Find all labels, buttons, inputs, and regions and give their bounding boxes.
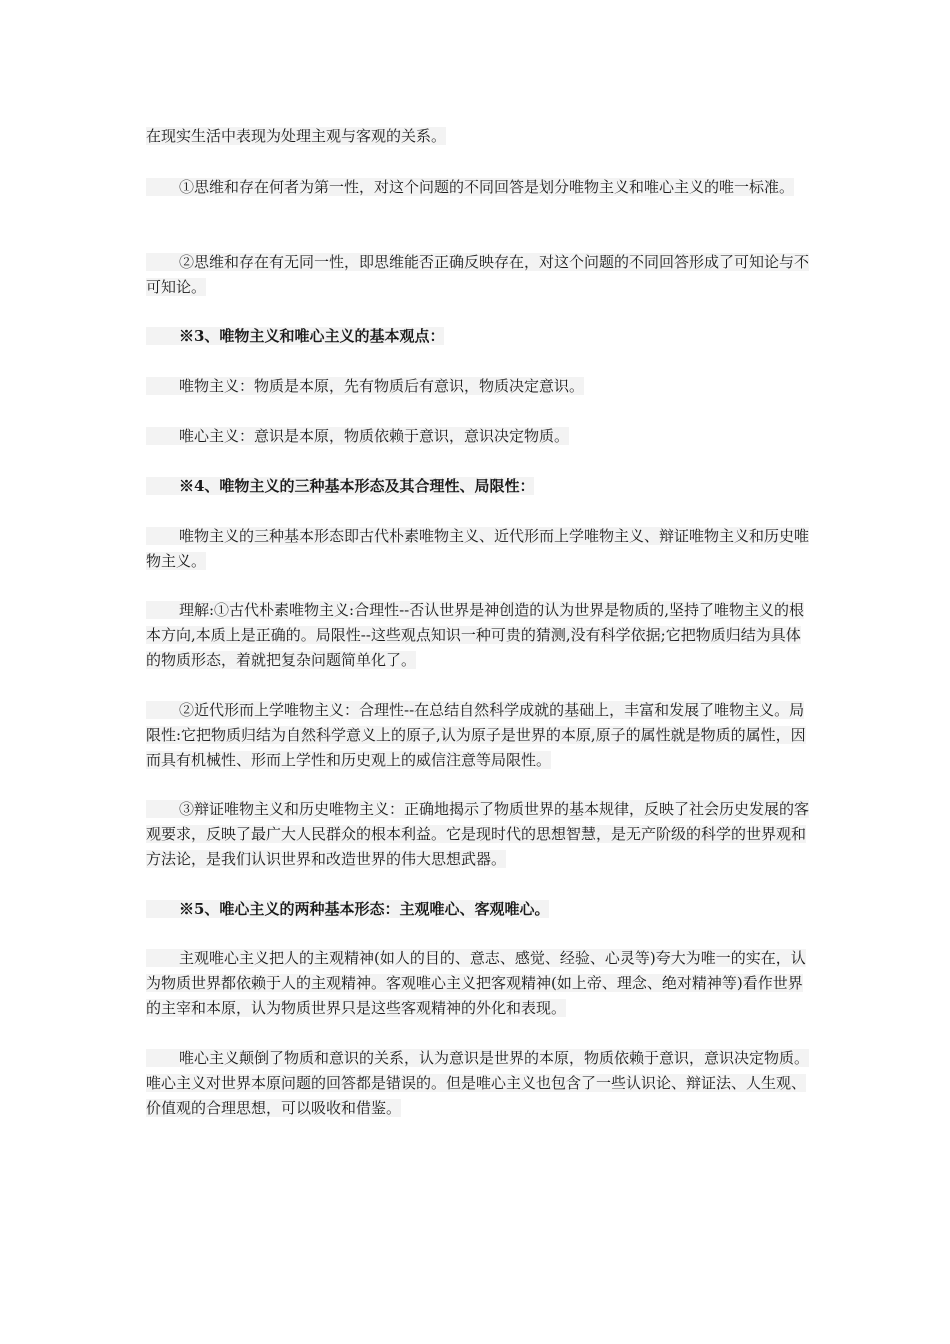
section-heading-5 bbox=[146, 897, 810, 922]
paragraph-text: 理解:①古代朴素唯物主义:合理性--否认世界是神创造的认为世界是物质的,坚持了唯物主义的根本方向,本质上是正确的。局限性--这些观点知识一种可贵的猜测,没有科学依据;它把物质归结为具体的物质形态，着就把复杂问题简单化了。 bbox=[146, 601, 805, 669]
paragraph-ancient-materialism bbox=[146, 598, 810, 673]
paragraph-intro bbox=[146, 124, 810, 149]
paragraph-metaphysical-materialism bbox=[146, 698, 810, 773]
paragraph-materialism bbox=[146, 374, 810, 399]
paragraph-text: 唯物主义：物质是本原，先有物质后有意识，物质决定意识。 bbox=[179, 377, 585, 395]
paragraph-text: 唯心主义：意识是本原，物质依赖于意识，意识决定物质。 bbox=[179, 427, 570, 445]
paragraph-text: 唯心主义颠倒了物质和意识的关系，认为意识是世界的本原，物质依赖于意识，意识决定物质。唯心主义对世界本原问题的回答都是错误的。但是唯心主义也包含了一些认识论、辩证法、人生观、价值观的合理思想，可以吸收和借鉴。 bbox=[146, 1049, 810, 1117]
paragraph-point-1 bbox=[146, 175, 810, 200]
paragraph-point-2 bbox=[146, 250, 810, 300]
paragraph-text: ①思维和存在何者为第一性，对这个问题的不同回答是划分唯物主义和唯心主义的唯一标准。 bbox=[179, 178, 795, 196]
paragraph-idealism-critique bbox=[146, 1046, 810, 1121]
paragraph-dialectical-materialism bbox=[146, 797, 810, 872]
section-heading-3 bbox=[146, 324, 810, 349]
heading-text: ※5、唯心主义的两种基本形态：主观唯心、客观唯心。 bbox=[179, 900, 550, 918]
section-heading-4 bbox=[146, 474, 810, 499]
paragraph-three-forms bbox=[146, 524, 810, 574]
paragraph-subjective-objective-idealism bbox=[146, 946, 810, 1021]
heading-text: ※4、唯物主义的三种基本形态及其合理性、局限性： bbox=[179, 477, 535, 495]
paragraph-text: ②思维和存在有无同一性，即思维能否正确反映存在，对这个问题的不同回答形成了可知论与不可知论。 bbox=[146, 253, 810, 296]
paragraph-text: 在现实生活中表现为处理主观与客观的关系。 bbox=[146, 127, 447, 145]
paragraph-idealism bbox=[146, 424, 810, 449]
paragraph-text: ③辩证唯物主义和历史唯物主义：正确地揭示了物质世界的基本规律，反映了社会历史发展的客观要求，反映了最广大人民群众的根本利益。它是现时代的思想智慧，是无产阶级的科学的世界观和方法论，是我们认识世界和改造世界的伟大思想武器。 bbox=[146, 800, 810, 868]
paragraph-text: 主观唯心主义把人的主观精神(如人的目的、意志、感觉、经验、心灵等)夸大为唯一的实在，认为物质世界都依赖于人的主观精神。客观唯心主义把客观精神(如上帝、理念、绝对精神等)看作世界的主宰和本原，认为物质世界只是这些客观精神的外化和表现。 bbox=[146, 949, 806, 1017]
paragraph-text: 唯物主义的三种基本形态即古代朴素唯物主义、近代形而上学唯物主义、辩证唯物主义和历史唯物主义。 bbox=[146, 527, 810, 570]
paragraph-text: ②近代形而上学唯物主义：合理性--在总结自然科学成就的基础上，丰富和发展了唯物主义。局限性:它把物质归结为自然科学意义上的原子,认为原子是世界的本原,原子的属性就是物质的属性，因而具有机械性、形而上学性和历史观上的威信注意等局限性。 bbox=[146, 701, 806, 769]
heading-text: ※3、唯物主义和唯心主义的基本观点： bbox=[179, 327, 445, 345]
